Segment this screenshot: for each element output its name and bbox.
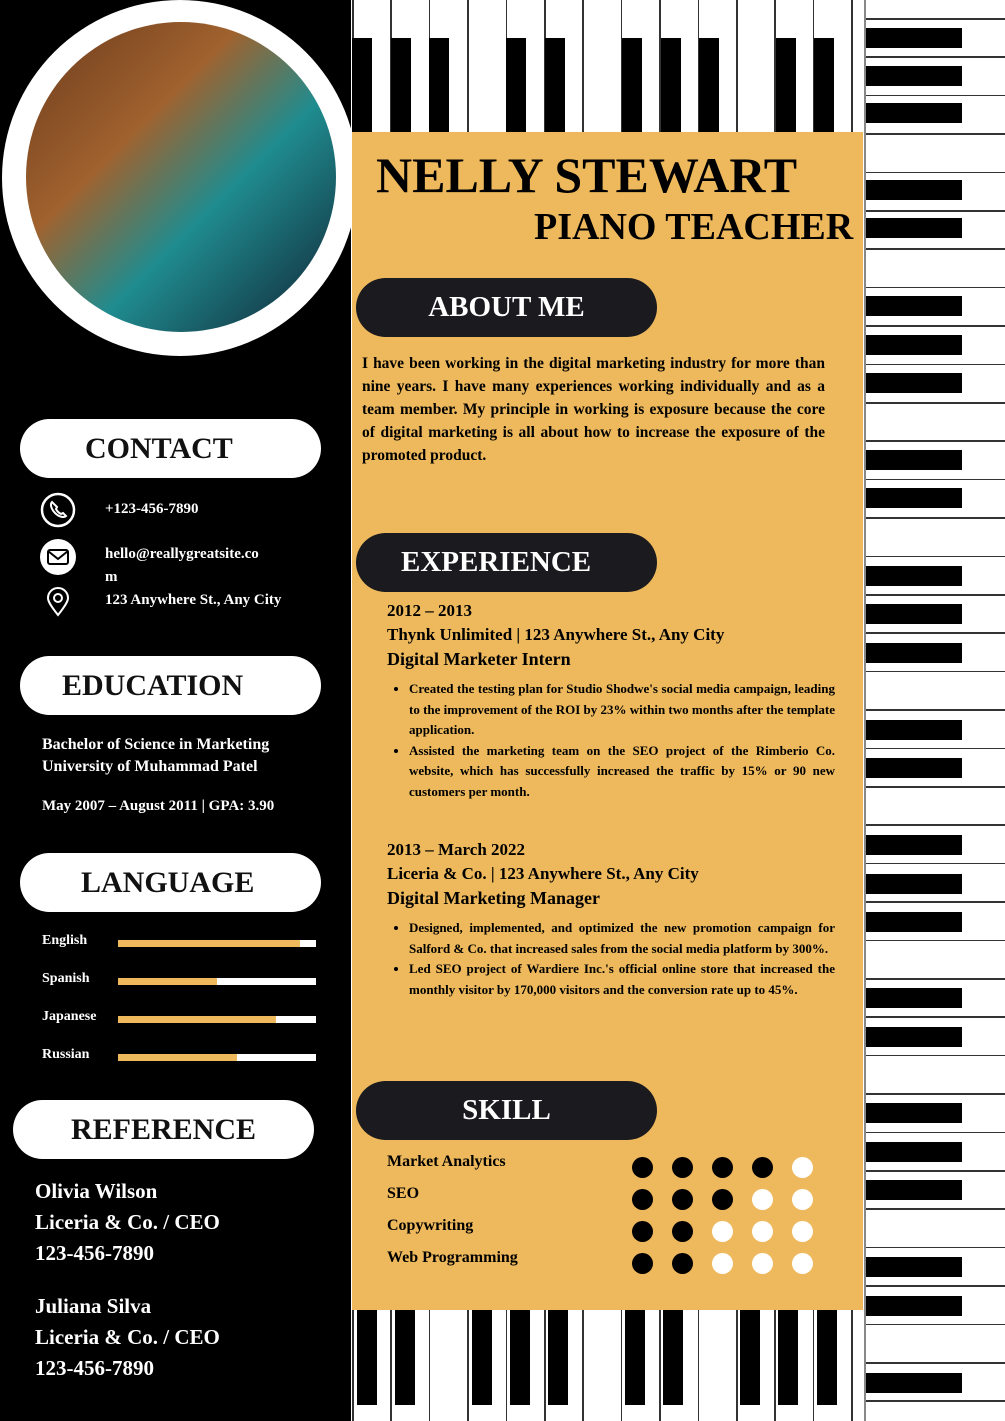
education-heading: EDUCATION [20, 656, 321, 715]
white-key-edge [866, 1170, 1005, 1172]
white-key-edge [866, 56, 1005, 58]
black-key [866, 180, 962, 200]
profile-photo [26, 22, 336, 332]
black-key [866, 103, 962, 123]
job-title: PIANO TEACHER [534, 206, 854, 248]
black-key [866, 1103, 962, 1123]
reference-name: Juliana Silva [35, 1294, 152, 1318]
language-level-bar [118, 978, 316, 985]
skill-rating [632, 1253, 813, 1274]
white-key-edge [866, 172, 1005, 174]
experience-bullet: • Led SEO project of Wardiere Inc.'s official online store that increased the monthly visitor by 170,000 visitors and the conversion rate up to 45%. [409, 959, 835, 1000]
reference-heading: REFERENCE [13, 1100, 314, 1159]
black-key [866, 874, 962, 894]
black-key [740, 1310, 760, 1405]
black-key [817, 1310, 837, 1405]
white-key-edge [866, 748, 1005, 750]
black-key [357, 1310, 377, 1405]
black-key [866, 335, 962, 355]
experience-bullet: • Created the testing plan for Studio Shodwe's social media campaign, leading to the improvement of the ROI by 23% within two months after the template application. [409, 679, 835, 741]
person-name: NELLY STEWART [376, 147, 798, 203]
black-key [776, 38, 796, 132]
white-key-edge [866, 1400, 1005, 1402]
white-key-edge [866, 863, 1005, 865]
skill-dot-empty [792, 1253, 813, 1274]
black-key [866, 450, 962, 470]
white-key-edge [866, 786, 1005, 788]
reference-phone: 123-456-7890 [35, 1241, 154, 1265]
black-key [622, 38, 642, 132]
skill-dot-filled [632, 1189, 653, 1210]
experience-role: Digital Marketer Intern [387, 649, 571, 669]
black-key [866, 988, 962, 1008]
language-label: Russian [42, 1047, 90, 1062]
white-key-edge [866, 632, 1005, 634]
experience-bullet: • Designed, implemented, and optimized the new promotion campaign for Salford & Co. that increased sales from the social media platform by 300%. [409, 918, 835, 959]
white-key-edge [866, 18, 1005, 20]
email-icon [40, 539, 76, 575]
black-key [866, 1373, 962, 1393]
white-key-edge [866, 1285, 1005, 1287]
white-key-edge [467, 0, 469, 132]
experience-dates: 2013 – March 2022 [387, 840, 526, 859]
white-key-edge [866, 133, 1005, 135]
experience-item [387, 838, 835, 1000]
white-key-edge [866, 1093, 1005, 1095]
reference-1 [35, 1176, 220, 1269]
skill-dot-filled [672, 1253, 693, 1274]
skill-dot-empty [752, 1253, 773, 1274]
white-key-edge [866, 556, 1005, 558]
white-key-edge [429, 1310, 431, 1421]
black-key [866, 296, 962, 316]
skill-dot-empty [752, 1221, 773, 1242]
language-level-bar [118, 1016, 316, 1023]
black-key [506, 38, 526, 132]
black-key [866, 218, 962, 238]
black-key [866, 758, 962, 778]
skill-dot-empty [752, 1189, 773, 1210]
white-key-edge [866, 210, 1005, 212]
white-key-edge [774, 1310, 776, 1421]
experience-dates: 2012 – 2013 [387, 601, 472, 620]
skill-label: SEO [387, 1185, 420, 1202]
reference-2 [35, 1291, 220, 1384]
white-key-edge [813, 1310, 815, 1421]
language-label: Japanese [42, 1009, 97, 1024]
white-key-edge [467, 1310, 469, 1421]
white-key-edge [506, 1310, 508, 1421]
skill-rating [632, 1189, 813, 1210]
piano-keys-right [864, 0, 1005, 1421]
experience-bullet: • Assisted the marketing team on the SEO project of the Rimberio Co. website, which has successfully increased the traffic by 15% or 90 new customers per month. [409, 741, 835, 803]
white-key-edge [866, 364, 1005, 366]
black-key [866, 643, 962, 663]
black-key [866, 912, 962, 932]
white-key-edge [851, 1310, 853, 1421]
language-level-fill [118, 978, 217, 985]
black-key [866, 1180, 962, 1200]
reference-name: Olivia Wilson [35, 1179, 158, 1203]
language-label: English [42, 933, 88, 948]
white-key-edge [866, 1247, 1005, 1249]
black-key [866, 1257, 962, 1277]
education-degree: Bachelor of Science in Marketing [42, 736, 270, 753]
skill-dot-filled [712, 1157, 733, 1178]
skill-dot-filled [712, 1189, 733, 1210]
white-key-edge [582, 1310, 584, 1421]
white-key-edge [621, 1310, 623, 1421]
black-key [352, 38, 372, 132]
skill-dot-empty [792, 1157, 813, 1178]
white-key-edge [866, 1055, 1005, 1057]
black-key [814, 38, 834, 132]
white-key-edge [866, 709, 1005, 711]
reference-company: Liceria & Co. / CEO [35, 1325, 220, 1349]
black-key [699, 38, 719, 132]
skill-label: Market Analytics [387, 1153, 506, 1170]
skill-dot-filled [632, 1157, 653, 1178]
contact-email[interactable]: hello@reallygreatsite.co m [105, 546, 259, 585]
skill-label: Web Programming [387, 1249, 518, 1266]
white-key-edge [851, 0, 853, 132]
skill-dot-empty [792, 1221, 813, 1242]
black-key [545, 38, 565, 132]
black-key [866, 66, 962, 86]
white-key-edge [736, 0, 738, 132]
black-key [661, 38, 681, 132]
piano-keys-top [352, 0, 863, 132]
white-key-edge [866, 1016, 1005, 1018]
black-key [429, 38, 449, 132]
white-key-edge [866, 402, 1005, 404]
experience-role: Digital Marketing Manager [387, 888, 600, 908]
reference-phone: 123-456-7890 [35, 1356, 154, 1380]
about-text: I have been working in the digital marketing industry for more than nine years. I have many experiences working individually and as a team member. My principle in working is exposure because the core of digital marketing is all about how to increase the exposure of the promoted product. [362, 355, 825, 464]
left-sidebar [0, 0, 351, 1421]
skill-dot-filled [672, 1221, 693, 1242]
skill-dot-empty [792, 1189, 813, 1210]
black-key [866, 604, 962, 624]
language-level-fill [118, 1054, 237, 1061]
white-key-edge [866, 1208, 1005, 1210]
white-key-edge [544, 1310, 546, 1421]
about-heading: ABOUT ME [356, 278, 657, 337]
experience-item [387, 599, 835, 802]
white-key-edge [866, 1362, 1005, 1364]
white-key-edge [659, 1310, 661, 1421]
skill-dot-filled [752, 1157, 773, 1178]
contact-phone: +123-456-7890 [105, 501, 199, 517]
skill-label: Copywriting [387, 1217, 474, 1234]
black-key [866, 373, 962, 393]
white-key-edge [866, 901, 1005, 903]
skill-dot-empty [712, 1221, 733, 1242]
reference-company: Liceria & Co. / CEO [35, 1210, 220, 1234]
white-key-edge [866, 517, 1005, 519]
experience-company: Thynk Unlimited | 123 Anywhere St., Any City [387, 625, 725, 644]
white-key-edge [866, 978, 1005, 980]
black-key [548, 1310, 568, 1405]
black-key [625, 1310, 645, 1405]
profile-photo-frame [2, 0, 358, 356]
language-label: Spanish [42, 971, 90, 986]
contact-address: 123 Anywhere St., Any City [105, 592, 282, 608]
black-key [866, 566, 962, 586]
language-level-bar [118, 940, 316, 947]
black-key [866, 488, 962, 508]
black-key [866, 720, 962, 740]
white-key-edge [866, 440, 1005, 442]
experience-heading: EXPERIENCE [356, 533, 657, 592]
skill-rating [632, 1157, 813, 1178]
skill-dot-filled [632, 1253, 653, 1274]
location-icon [44, 587, 72, 617]
white-key-edge [866, 671, 1005, 673]
skill-dot-filled [672, 1157, 693, 1178]
white-key-edge [866, 479, 1005, 481]
black-key [866, 1142, 962, 1162]
language-level-bar [118, 1054, 316, 1061]
white-key-edge [698, 1310, 700, 1421]
contact-heading: CONTACT [20, 419, 321, 478]
language-heading: LANGUAGE [20, 853, 321, 912]
black-key [778, 1310, 798, 1405]
skill-dot-filled [632, 1221, 653, 1242]
black-key [395, 1310, 415, 1405]
white-key-edge [866, 1324, 1005, 1326]
black-key [866, 1296, 962, 1316]
black-key [866, 1027, 962, 1047]
white-key-edge [866, 940, 1005, 942]
black-key [866, 28, 962, 48]
skill-heading: SKILL [356, 1081, 657, 1140]
black-key [663, 1310, 683, 1405]
black-key [472, 1310, 492, 1405]
white-key-edge [866, 95, 1005, 97]
white-key-edge [352, 1310, 354, 1421]
white-key-edge [866, 594, 1005, 596]
white-key-edge [866, 248, 1005, 250]
white-key-edge [582, 0, 584, 132]
white-key-edge [866, 287, 1005, 289]
skill-dot-empty [712, 1253, 733, 1274]
experience-company: Liceria & Co. | 123 Anywhere St., Any City [387, 864, 699, 883]
skill-dot-filled [672, 1189, 693, 1210]
piano-keys-bottom [352, 1310, 863, 1421]
black-key [391, 38, 411, 132]
education-dates: May 2007 – August 2011 | GPA: 3.90 [42, 798, 275, 814]
white-key-edge [390, 1310, 392, 1421]
white-key-edge [736, 1310, 738, 1421]
black-key [866, 835, 962, 855]
white-key-edge [866, 325, 1005, 327]
language-level-fill [118, 940, 300, 947]
black-key [510, 1310, 530, 1405]
phone-icon [40, 492, 76, 528]
language-level-fill [118, 1016, 276, 1023]
skill-rating [632, 1221, 813, 1242]
white-key-edge [866, 1132, 1005, 1134]
education-school: University of Muhammad Patel [42, 758, 258, 775]
white-key-edge [866, 824, 1005, 826]
